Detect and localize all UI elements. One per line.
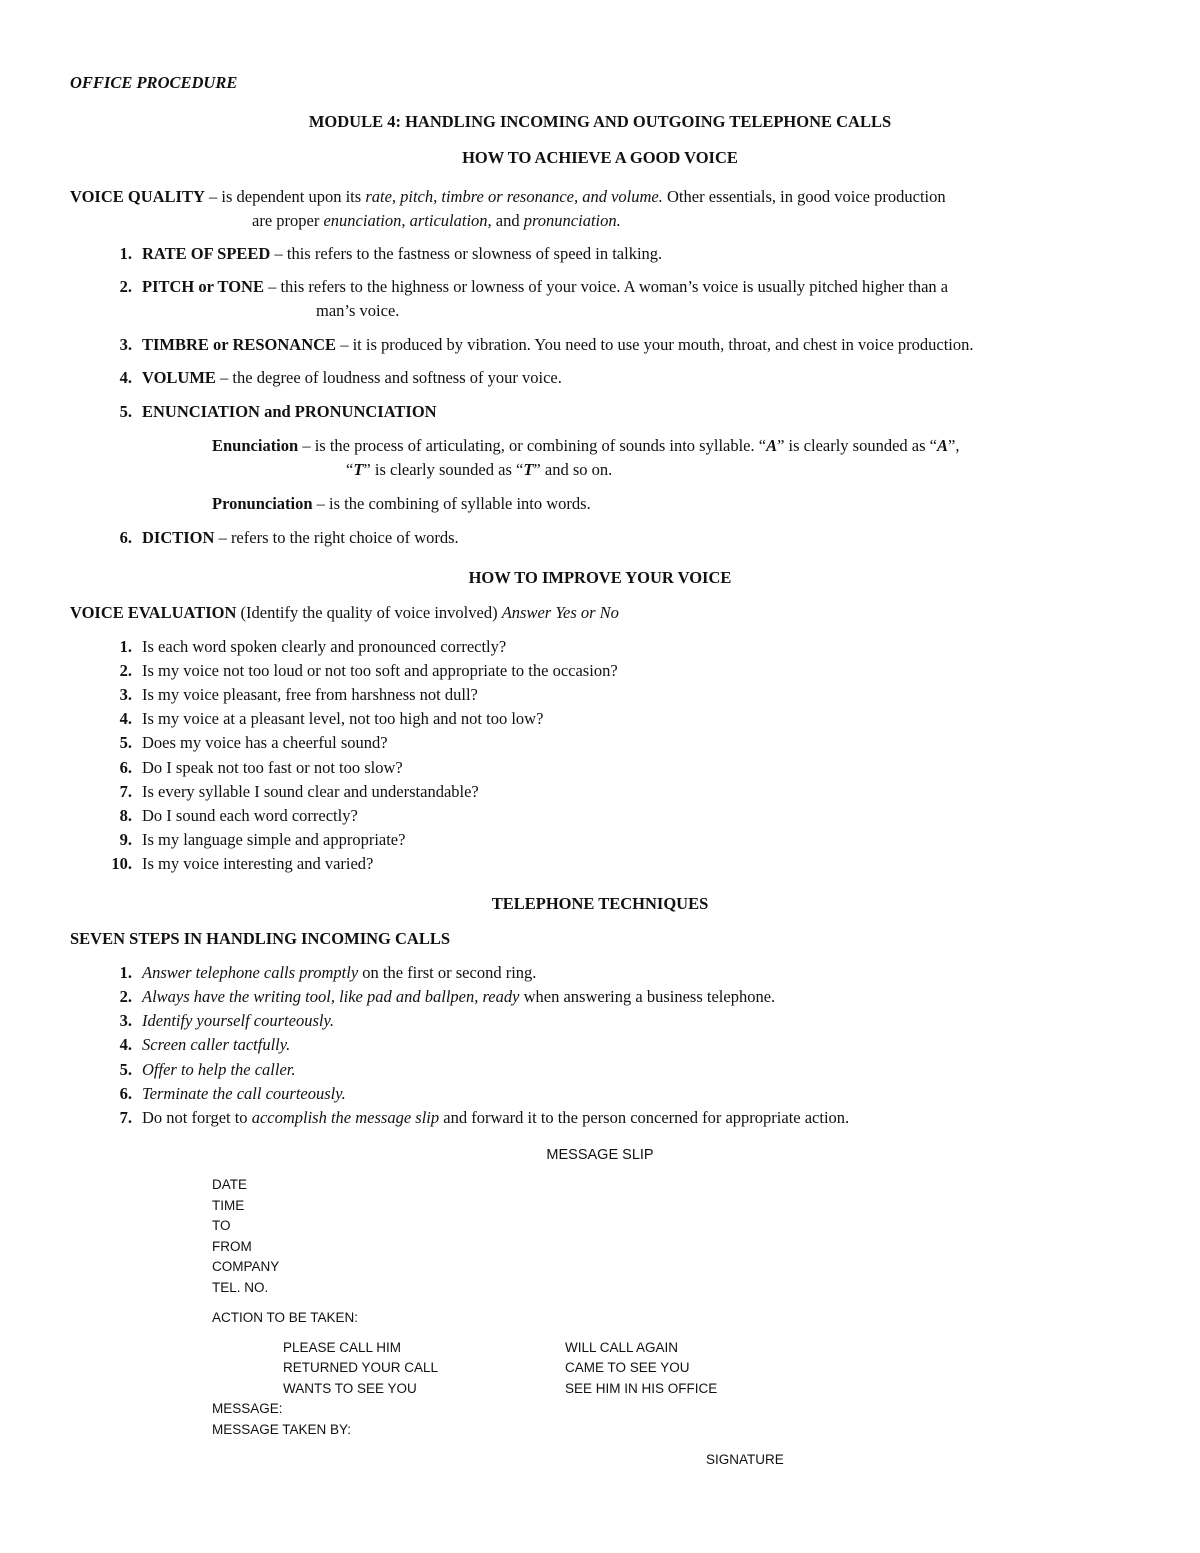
document-header: OFFICE PROCEDURE xyxy=(70,73,238,92)
step-number: 2. xyxy=(119,987,132,1006)
step-italic: Identify yourself courteously. xyxy=(142,1011,334,1030)
item-term: PITCH or TONE xyxy=(142,277,264,296)
enunciation-line xyxy=(212,436,959,456)
item-number: 3. xyxy=(119,335,132,354)
question-text: Is my voice interesting and varied? xyxy=(142,854,374,873)
voice-evaluation-term: VOICE EVALUATION xyxy=(70,603,237,622)
item-number: 4. xyxy=(119,368,132,387)
question-number: 7. xyxy=(119,782,132,801)
question-number: 2. xyxy=(119,661,132,680)
item-continuation: man’s voice. xyxy=(316,301,400,320)
enun-text-c: ” is clearly sounded as “ xyxy=(777,436,937,455)
slip-field-time: TIME xyxy=(212,1198,245,1213)
step-item xyxy=(100,1011,334,1031)
vq-text-f: and xyxy=(491,211,524,230)
item-text: – refers to the right choice of words. xyxy=(214,528,459,547)
module-title: MODULE 4: HANDLING INCOMING AND OUTGOING TELEPHONE CALLS xyxy=(308,112,892,131)
step-italic: accomplish the message slip xyxy=(251,1108,440,1127)
item-term: DICTION xyxy=(142,528,215,547)
voice-quality-line xyxy=(70,187,946,207)
item-term: VOLUME xyxy=(142,368,216,387)
voice-quality-text-2: Other essentials, in good voice production xyxy=(662,187,946,206)
slip-field-date: DATE xyxy=(212,1177,248,1192)
voice-item xyxy=(100,335,974,355)
voice-item xyxy=(100,528,459,548)
question-text: Is each word spoken clearly and pronounced correctly? xyxy=(142,637,507,656)
signature-label: SIGNATURE xyxy=(706,1452,784,1467)
step-italic: Always have the writing tool, like pad and ballpen, ready xyxy=(142,987,520,1006)
message-slip-title: MESSAGE SLIP xyxy=(546,1147,654,1163)
voice-item xyxy=(100,244,662,264)
step-text: on the first or second ring. xyxy=(358,963,537,982)
message-label: MESSAGE: xyxy=(212,1401,283,1416)
enun2-letter: T xyxy=(523,460,534,479)
option-returned-your-call: RETURNED YOUR CALL xyxy=(283,1360,439,1375)
vq-italic-g: pronunciation. xyxy=(523,211,621,230)
question-item xyxy=(100,661,618,681)
question-item xyxy=(100,637,506,657)
voice-item xyxy=(100,277,948,297)
voice-quality-term: VOICE QUALITY xyxy=(70,187,205,206)
step-text: Do not forget to xyxy=(142,1108,252,1127)
step-italic: Screen caller tactfully. xyxy=(142,1035,291,1054)
voice-quality-line-2 xyxy=(252,211,621,231)
item-number: 2. xyxy=(119,277,132,296)
option-wants-to-see-you: WANTS TO SEE YOU xyxy=(283,1381,417,1396)
enun2-text-c: ” is clearly sounded as “ xyxy=(363,460,524,479)
question-number: 4. xyxy=(119,709,132,728)
question-number: 1. xyxy=(119,637,132,656)
question-number: 6. xyxy=(119,758,132,777)
action-to-be-taken-label: ACTION TO BE TAKEN: xyxy=(212,1310,359,1325)
enun-letter: A xyxy=(937,436,949,455)
option-will-call-again: WILL CALL AGAIN xyxy=(565,1340,679,1355)
slip-field-tel-no: TEL. NO. xyxy=(212,1280,269,1295)
pronunciation-term: Pronunciation xyxy=(212,494,313,513)
question-text: Is my voice not too loud or not too soft and appropriate to the occasion? xyxy=(142,661,618,680)
slip-field-company: COMPANY xyxy=(212,1259,280,1274)
option-see-him-in-his-office: SEE HIM IN HIS OFFICE xyxy=(565,1381,718,1396)
enun-text-e: ”, xyxy=(948,436,960,455)
option-came-to-see-you: CAME TO SEE YOU xyxy=(565,1360,690,1375)
step-number: 1. xyxy=(119,963,132,982)
enunciation-term: Enunciation xyxy=(212,436,299,455)
section-heading-good-voice: HOW TO ACHIEVE A GOOD VOICE xyxy=(462,148,738,167)
question-number: 8. xyxy=(119,806,132,825)
question-text: Do I speak not too fast or not too slow? xyxy=(142,758,403,777)
question-item xyxy=(100,685,478,705)
pronunciation-line xyxy=(212,494,591,514)
section-heading-telephone-techniques: TELEPHONE TECHNIQUES xyxy=(491,894,709,913)
step-text: when answering a business telephone. xyxy=(519,987,776,1006)
item-number: 1. xyxy=(119,244,132,263)
item-number: 5. xyxy=(119,402,132,421)
slip-field-from: FROM xyxy=(212,1239,252,1254)
voice-quality-italic: rate, pitch, timbre or resonance, and volume. xyxy=(365,187,663,206)
voice-item xyxy=(100,368,562,388)
question-item xyxy=(100,854,373,874)
item-number: 6. xyxy=(119,528,132,547)
section-heading-improve-voice: HOW TO IMPROVE YOUR VOICE xyxy=(468,568,732,587)
item-term: RATE OF SPEED xyxy=(142,244,271,263)
item-term: TIMBRE or RESONANCE xyxy=(142,335,337,354)
enunciation-line-2 xyxy=(346,460,612,480)
message-taken-by-label: MESSAGE TAKEN BY: xyxy=(212,1422,352,1437)
question-text: Do I sound each word correctly? xyxy=(142,806,358,825)
pronunciation-text: – is the combining of syllable into words. xyxy=(312,494,591,513)
vq-italic-e: enunciation, articulation, xyxy=(323,211,492,230)
step-number: 7. xyxy=(119,1108,132,1127)
enun2-text-a: “ xyxy=(346,460,354,479)
question-text: Is my voice pleasant, free from harshness not dull? xyxy=(142,685,478,704)
step-item xyxy=(100,987,775,1007)
slip-field-to: TO xyxy=(212,1218,231,1233)
voice-evaluation-line xyxy=(70,603,619,623)
enun-letter: A xyxy=(766,436,778,455)
vq-text-d: are proper xyxy=(252,211,324,230)
step-italic: Answer telephone calls promptly xyxy=(142,963,359,982)
step-number: 4. xyxy=(119,1035,132,1054)
question-item xyxy=(100,806,358,826)
step-italic: Terminate the call courteously. xyxy=(142,1084,346,1103)
enun2-letter: T xyxy=(353,460,364,479)
question-item xyxy=(100,830,405,850)
item-term: ENUNCIATION and PRONUNCIATION xyxy=(142,402,437,421)
question-text: Is my language simple and appropriate? xyxy=(142,830,406,849)
item-text: – this refers to the highness or lowness of your voice. A woman’s voice is usually pitched higher than a xyxy=(263,277,949,296)
question-number: 5. xyxy=(119,733,132,752)
step-item xyxy=(100,963,536,983)
step-number: 3. xyxy=(119,1011,132,1030)
enun-text-a: – is the process of articulating, or combining of sounds into syllable. “ xyxy=(298,436,767,455)
question-number: 9. xyxy=(119,830,132,849)
voice-quality-text: – is dependent upon its xyxy=(204,187,366,206)
question-number: 3. xyxy=(119,685,132,704)
voice-evaluation-text: (Identify the quality of voice involved) xyxy=(236,603,502,622)
question-item xyxy=(100,733,388,753)
question-item xyxy=(100,758,403,778)
question-text: Does my voice has a cheerful sound? xyxy=(142,733,388,752)
enun2-text-e: ” and so on. xyxy=(533,460,613,479)
step-text: and forward it to the person concerned for appropriate action. xyxy=(439,1108,850,1127)
option-please-call-him: PLEASE CALL HIM xyxy=(283,1340,402,1355)
step-item xyxy=(100,1035,290,1055)
item-text: – this refers to the fastness or slowness of speed in talking. xyxy=(270,244,663,263)
item-text: – it is produced by vibration. You need to use your mouth, throat, and chest in voice production. xyxy=(336,335,974,354)
voice-item xyxy=(100,402,437,422)
step-item xyxy=(100,1108,849,1128)
step-number: 5. xyxy=(119,1060,132,1079)
question-text: Is my voice at a pleasant level, not too high and not too low? xyxy=(142,709,544,728)
step-number: 6. xyxy=(119,1084,132,1103)
step-italic: Offer to help the caller. xyxy=(142,1060,296,1079)
question-item xyxy=(100,782,479,802)
seven-steps-heading: SEVEN STEPS IN HANDLING INCOMING CALLS xyxy=(70,929,451,948)
question-text: Is every syllable I sound clear and understandable? xyxy=(142,782,479,801)
step-item xyxy=(100,1060,296,1080)
voice-evaluation-italic: Answer Yes or No xyxy=(501,603,619,622)
step-item xyxy=(100,1084,346,1104)
item-text: – the degree of loudness and softness of your voice. xyxy=(215,368,562,387)
question-number: 10. xyxy=(111,854,132,873)
question-item xyxy=(100,709,543,729)
